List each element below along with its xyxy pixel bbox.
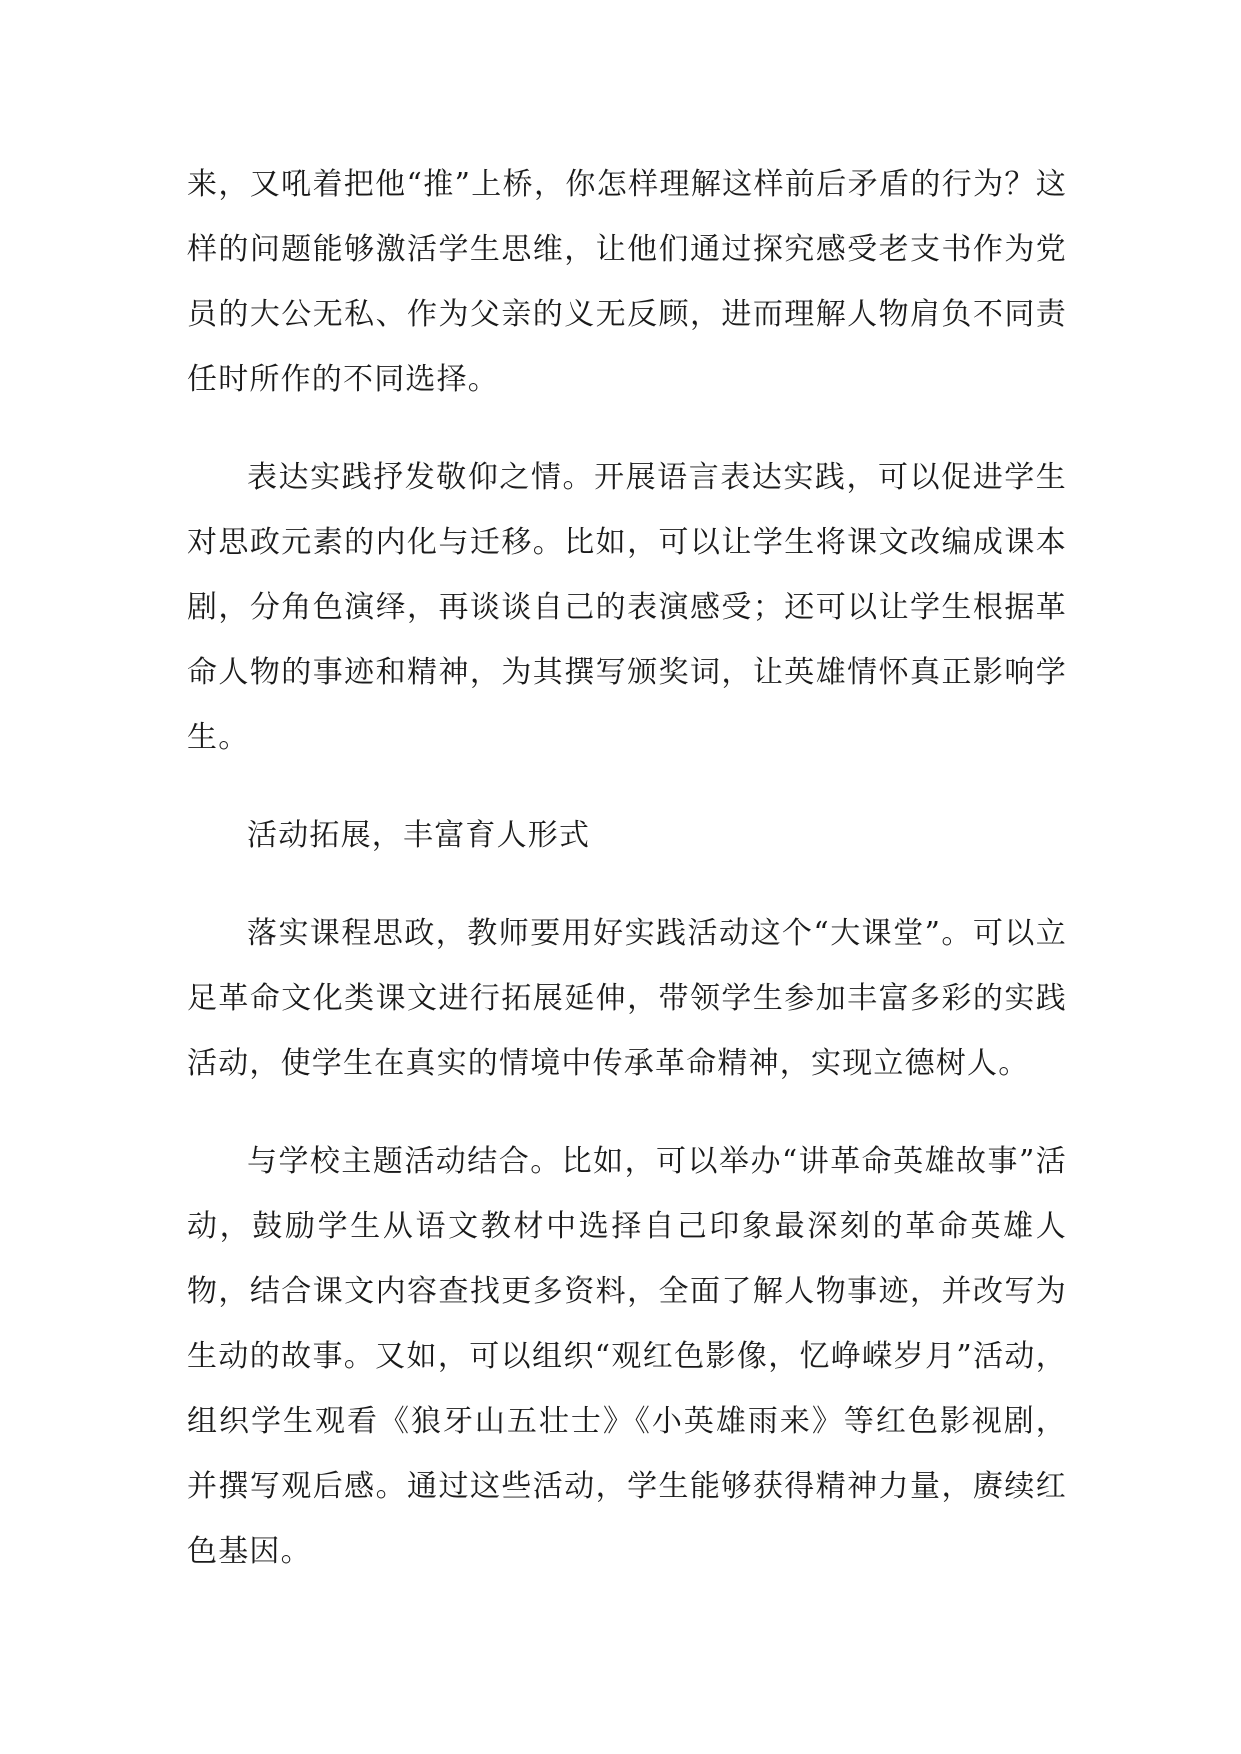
paragraph-school-activities: 与学校主题活动结合。比如，可以举办“讲革命英雄故事”活动，鼓励学生从语文教材中选择自己印象最深刻的革命英雄人物，结合课文内容查找更多资料，全面了解人物事迹，并改写为生动的故事。又如，可以组织“观红色影像，忆峥嵘岁月”活动，组织学生观看《狼牙山五壮士》《小英雄雨来》等红色影视剧，并撰写观后感。通过这些活动，学生能够获得精神力量，赓续红色基因。	[187, 1144, 1067, 1569]
paragraph-expression-practice: 表达实践抒发敬仰之情。开展语言表达实践，可以促进学生对思政元素的内化与迁移。比如，可以让学生将课文改编成课本剧，分角色演绎，再谈谈自己的表演感受；还可以让学生根据革命人物的事迹和精神，为其撰写颁奖词，让英雄情怀真正影响学生。	[187, 460, 1067, 755]
paragraph-continuation: 来，又吼着把他“推”上桥，你怎样理解这样前后矛盾的行为？这样的问题能够激活学生思维，让他们通过探究感受老支书作为党员的大公无私、作为父亲的义无反顾，进而理解人物肩负不同责任时所作的不同选择。	[187, 167, 1067, 397]
section-heading-activity-extension: 活动拓展，丰富育人形式	[247, 818, 591, 853]
document-body	[187, 152, 1067, 1584]
paragraph-course-ideology: 落实课程思政，教师要用好实践活动这个“大课堂”。可以立足革命文化类课文进行拓展延伸，带领学生参加丰富多彩的实践活动，使学生在真实的情境中传承革命精神，实现立德树人。	[187, 916, 1067, 1081]
